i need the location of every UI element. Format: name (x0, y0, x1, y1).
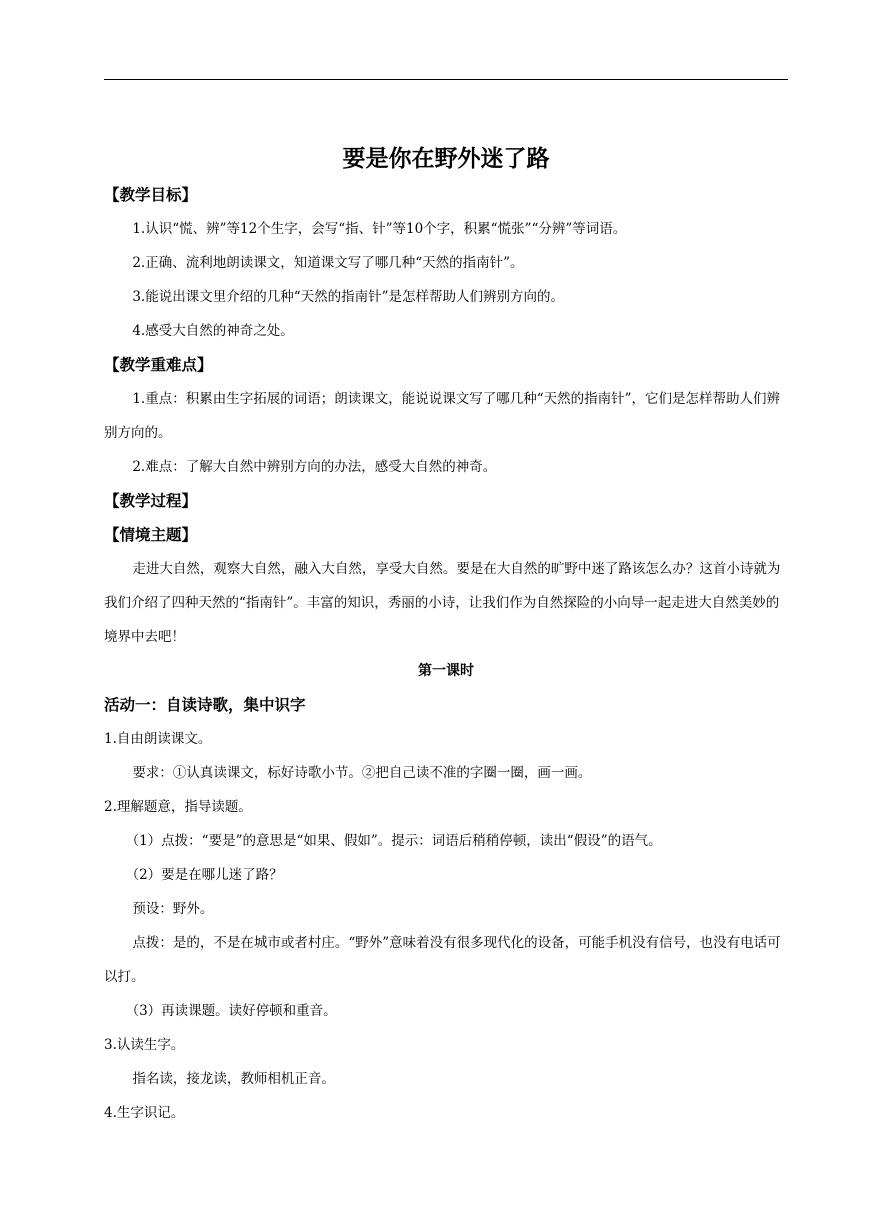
goals-heading: 【教学目标】 (104, 186, 198, 204)
page-title: 要是你在野外迷了路 (342, 146, 550, 172)
step-2: 2.理解题意，指导读题。 (104, 799, 252, 815)
goal-item: 1.认识“慌、辨”等12个生字，会写“指、针”等10个字，积累“慌张”“分辨”等词语。 (132, 221, 627, 237)
step-3: 3.认读生字。 (104, 1037, 185, 1053)
step-2-a: （1）点拨：“要是”的意思是“如果、假如”。提示：词语后稍稍停顿，读出“假设”的语气。 (125, 833, 662, 849)
document-body (104, 140, 788, 1130)
key-item: 2.难点：了解大自然中辨别方向的办法，感受大自然的神奇。 (132, 459, 497, 475)
header-rule (104, 79, 788, 80)
key-heading: 【教学重难点】 (104, 356, 213, 374)
goal-item: 2.正确、流利地朗读课文，知道课文写了哪几种“天然的指南针”。 (132, 255, 524, 271)
step-2-c: （3）再读课题。读好停顿和重音。 (125, 1003, 337, 1019)
process-heading: 【教学过程】 (104, 492, 198, 510)
theme-text: 走进大自然，观察大自然，融入大自然，享受大自然。要是在大自然的旷野中迷了路该怎么办？这首小诗就为我们介绍了四种天然的“指南针”。丰富的知识，秀丽的小诗，让我们作为自然探险的小向导一起走进大自然美妙的境界中去吧！ (104, 561, 781, 645)
step-1: 1.自由朗读课文。 (104, 731, 212, 747)
step-2-b: （2）要是在哪儿迷了路？ (125, 867, 283, 883)
theme-heading: 【情境主题】 (104, 526, 198, 544)
goal-item: 4.感受大自然的神奇之处。 (132, 323, 294, 339)
step-1-requirement: 要求：①认真读课文，标好诗歌小节。②把自己读不准的字圈一圈，画一画。 (132, 765, 592, 781)
step-4: 4.生字识记。 (104, 1105, 185, 1121)
step-2-b-preset: 预设：野外。 (132, 901, 214, 917)
key-item: 1.重点：积累由生字拓展的词语；朗读课文，能说说课文写了哪几种“天然的指南针”，它们是怎样帮助人们辨别方向的。 (104, 391, 781, 441)
step-3-text: 指名读，接龙读，教师相机正音。 (132, 1071, 335, 1087)
step-2-b-tip: 点拨：是的，不是在城市或者村庄。“野外”意味着没有很多现代化的设备，可能手机没有信号，也没有电话可以打。 (104, 935, 781, 985)
lesson-heading: 第一课时 (418, 663, 474, 679)
goal-item: 3.能说出课文里介绍的几种“天然的指南针”是怎样帮助人们辨别方向的。 (132, 289, 565, 305)
activity-heading: 活动一：自读诗歌，集中识字 (104, 696, 306, 714)
